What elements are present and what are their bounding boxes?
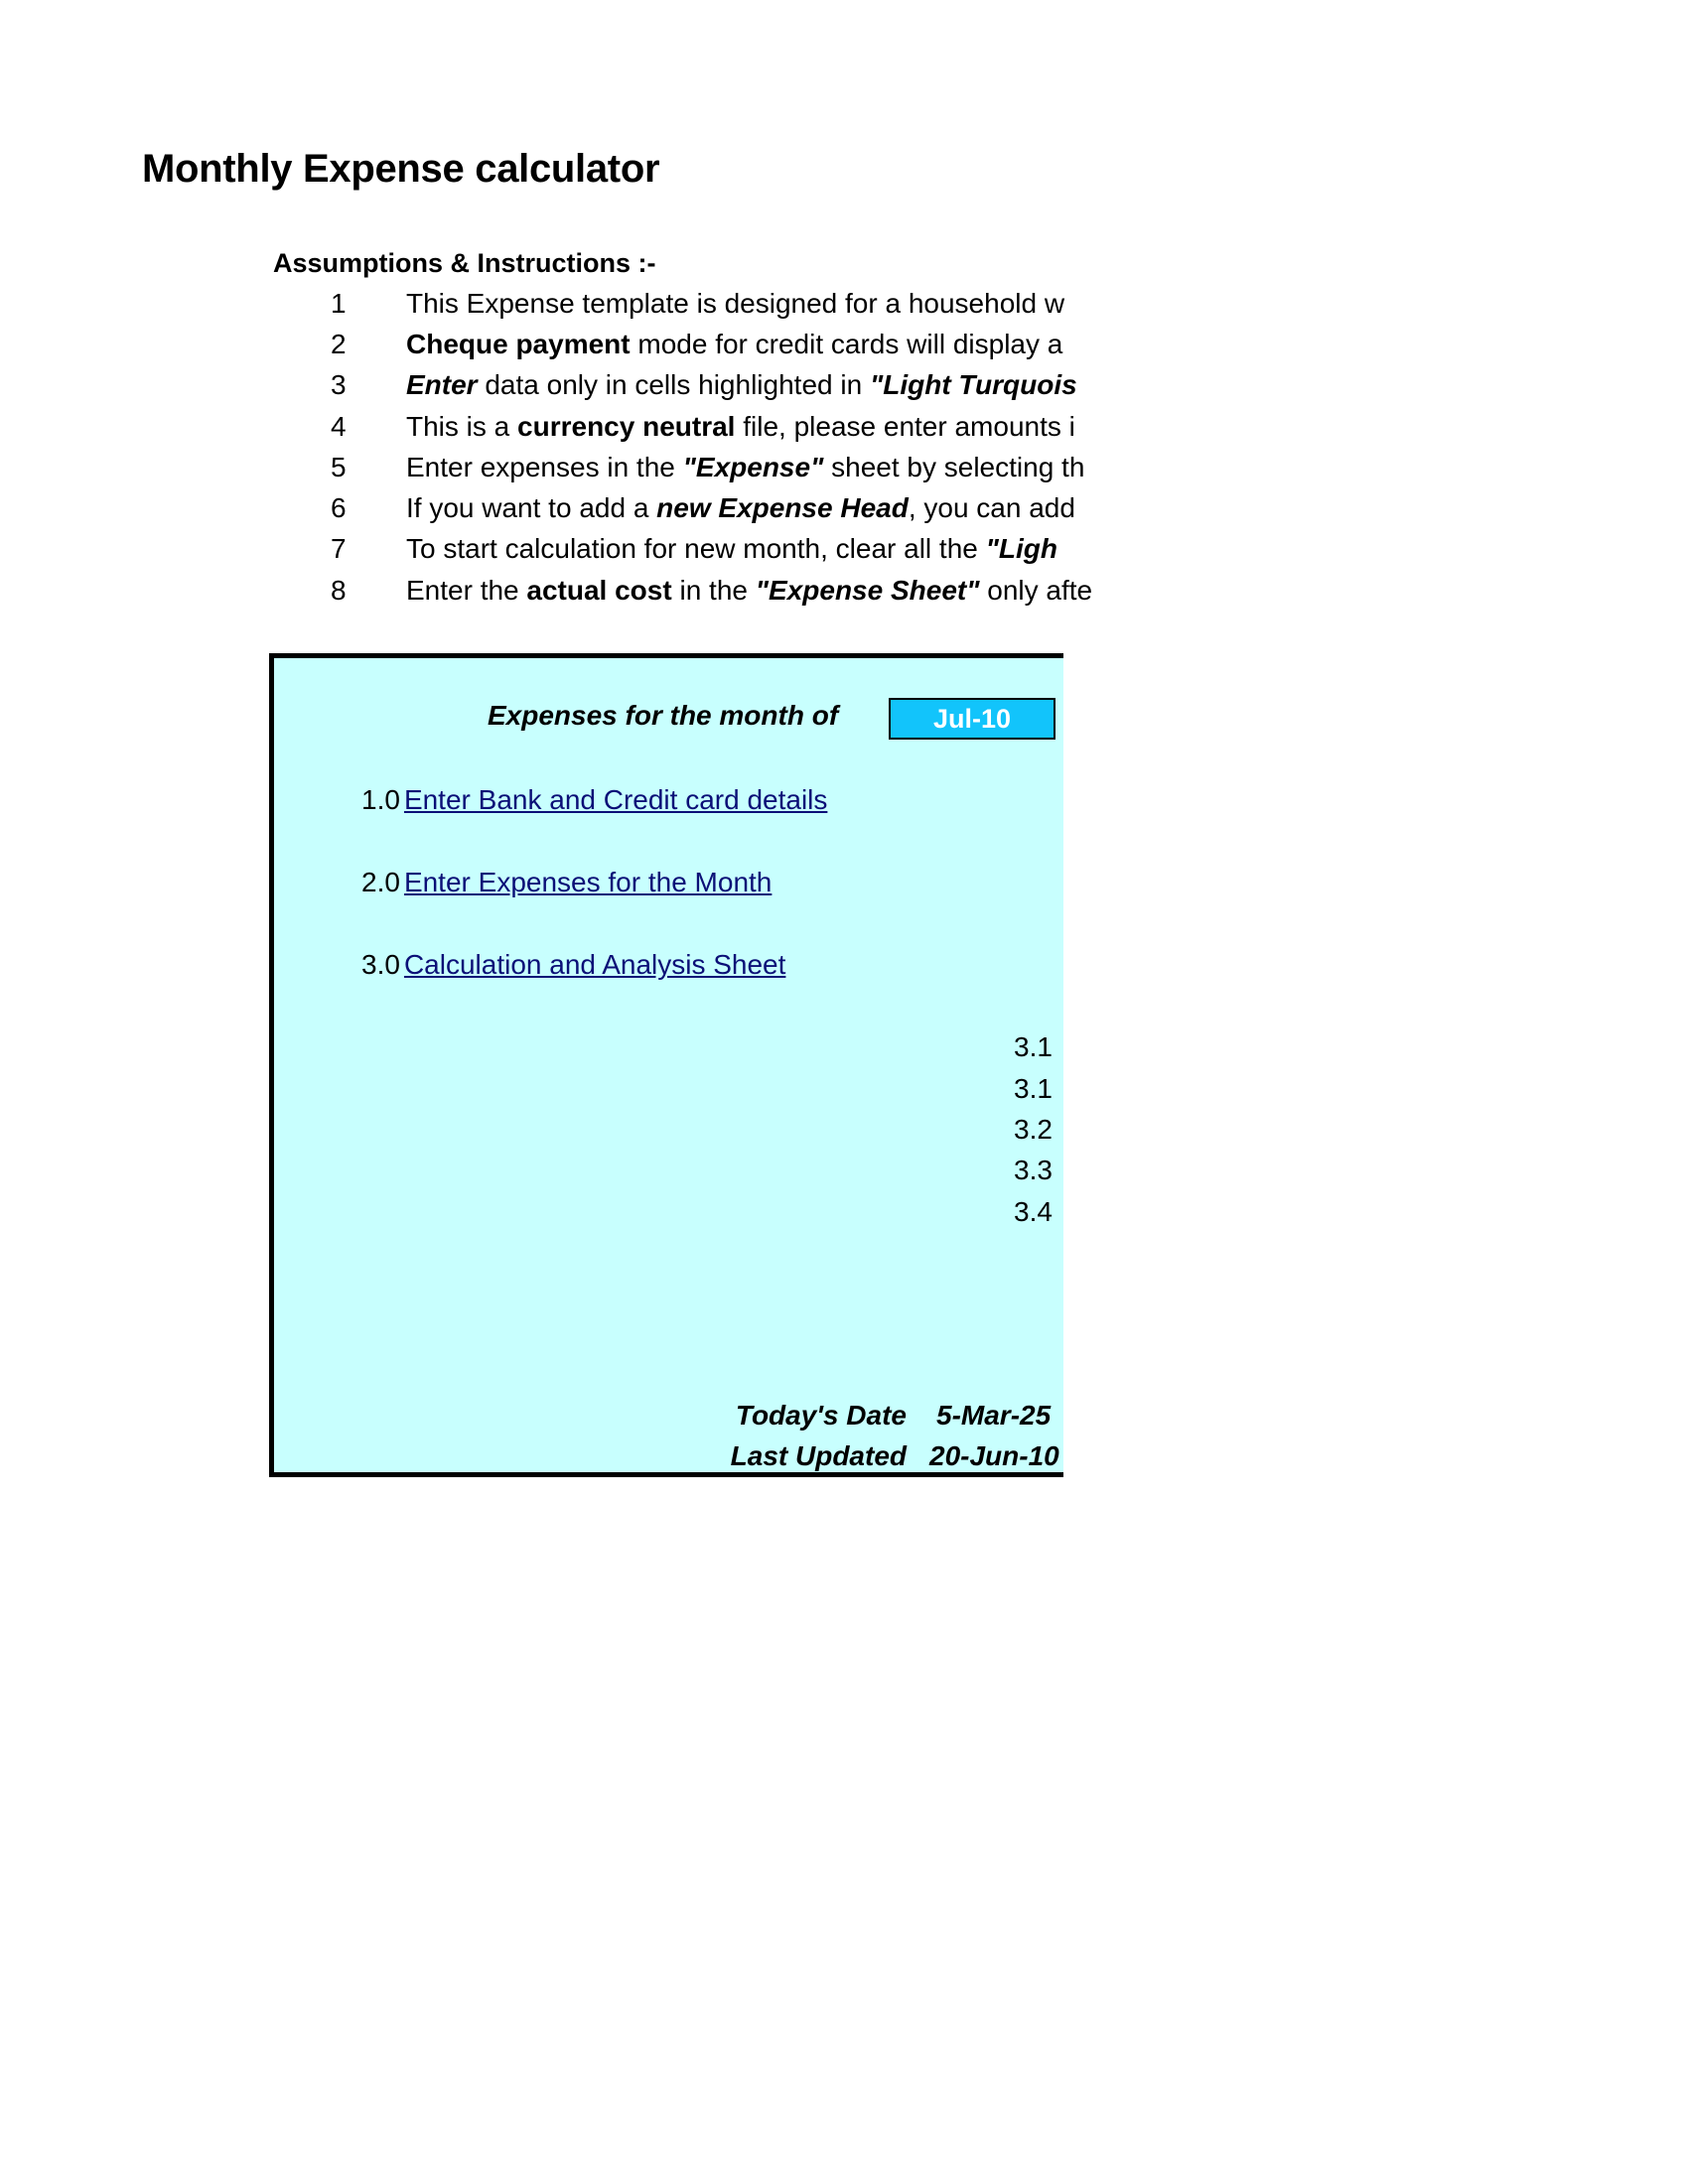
- todays-date-value: 5-Mar-25: [936, 1400, 1052, 1431]
- instruction-segment: This Expense template is designed for a household w: [406, 288, 1065, 319]
- instruction-text: [406, 288, 1064, 320]
- todays-date-label: Today's Date: [735, 1400, 907, 1431]
- sheet-visible-area: [0, 0, 1093, 1489]
- link-row-bank-details: [361, 784, 827, 816]
- link-row-expenses: [361, 867, 772, 898]
- instruction-text: [406, 575, 1092, 607]
- instruction-number: 8: [331, 575, 347, 606]
- instruction-segment: "Ligh: [985, 533, 1057, 564]
- instruction-segment: "Light Turquois: [869, 369, 1077, 400]
- link-number: 2.0: [361, 867, 400, 897]
- instruction-text: [406, 452, 1084, 483]
- instruction-text: [406, 329, 1062, 360]
- link-number: 1.0: [361, 784, 400, 815]
- instruction-segment: This is a: [406, 411, 518, 442]
- instruction-number: 2: [331, 329, 347, 359]
- instruction-segment: If you want to add a: [406, 492, 657, 523]
- last-updated-value: 20-Jun-10: [929, 1440, 1059, 1471]
- instruction-segment: Enter the: [406, 575, 527, 606]
- instruction-number: 1: [331, 288, 347, 319]
- instruction-text: [406, 533, 1057, 565]
- bank-credit-details-link[interactable]: Enter Bank and Credit card details: [403, 784, 828, 815]
- instruction-segment: sheet by selecting th: [823, 452, 1085, 482]
- instruction-segment: , you can add: [908, 492, 1075, 523]
- sub-item-number: 3.1: [1014, 1073, 1053, 1104]
- instruction-segment: currency neutral: [517, 411, 736, 442]
- instruction-segment: Enter expenses in the: [406, 452, 683, 482]
- instruction-segment: "Expense": [682, 452, 824, 482]
- instruction-segment: only afte: [979, 575, 1093, 606]
- month-label: Expenses for the month of: [488, 700, 839, 731]
- instruction-number: 7: [331, 533, 347, 564]
- instruction-segment: To start calculation for new month, clear all the: [406, 533, 986, 564]
- link-number: 3.0: [361, 949, 400, 980]
- navigation-panel: [269, 653, 1063, 1477]
- instruction-number: 4: [331, 411, 347, 442]
- instruction-segment: actual cost: [526, 575, 672, 606]
- enter-expenses-link[interactable]: Enter Expenses for the Month: [403, 867, 773, 897]
- instruction-text: [406, 369, 1077, 401]
- instruction-segment: "Expense Sheet": [755, 575, 980, 606]
- sub-item-number: 3.3: [1014, 1155, 1053, 1185]
- page-title: Monthly Expense calculator: [142, 147, 660, 191]
- sub-item-number: 3.2: [1014, 1114, 1053, 1145]
- instruction-segment: new Expense Head: [656, 492, 909, 523]
- instruction-number: 3: [331, 369, 347, 400]
- month-input[interactable]: Jul-10: [889, 698, 1055, 740]
- sub-item-number: 3.4: [1014, 1196, 1053, 1227]
- instruction-segment: Cheque payment: [406, 329, 631, 359]
- instructions-heading: Assumptions & Instructions :-: [273, 248, 656, 278]
- instruction-segment: Enter: [406, 369, 478, 400]
- instruction-segment: in the: [671, 575, 756, 606]
- instruction-text: [406, 411, 1075, 443]
- instruction-number: 5: [331, 452, 347, 482]
- link-row-analysis: [361, 949, 785, 981]
- last-updated-label: Last Updated: [730, 1440, 907, 1471]
- calculation-analysis-link[interactable]: Calculation and Analysis Sheet: [403, 949, 786, 980]
- instruction-number: 6: [331, 492, 347, 523]
- instruction-text: [406, 492, 1075, 524]
- instruction-segment: mode for credit cards will display a: [630, 329, 1063, 359]
- sub-item-number: 3.1: [1014, 1031, 1053, 1062]
- instruction-segment: data only in cells highlighted in: [477, 369, 870, 400]
- instruction-segment: file, please enter amounts i: [735, 411, 1075, 442]
